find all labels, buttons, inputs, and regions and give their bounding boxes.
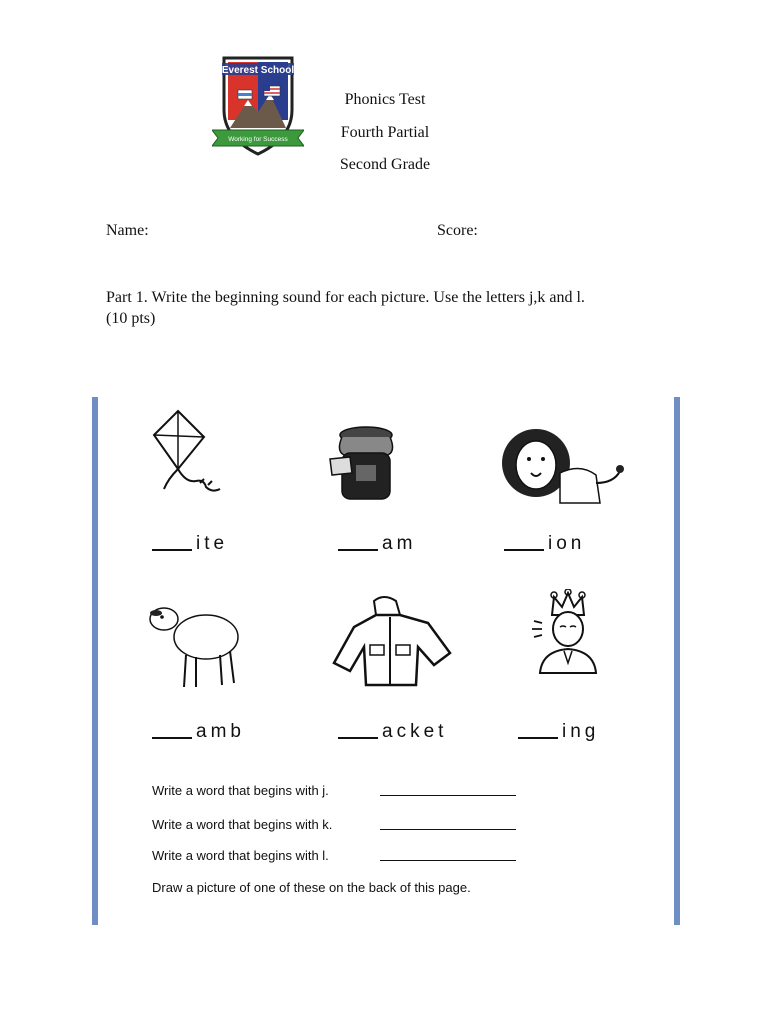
jacket-icon [330,593,454,689]
school-crest-logo [212,50,304,158]
word-ending: ing [562,721,600,742]
lamb-icon [146,593,246,693]
king-icon [530,589,606,675]
blank-line [518,737,558,739]
blank-line [338,549,378,551]
blank-line [504,549,544,551]
word-king [518,721,599,743]
prompt-k: Write a word that begins with k. [152,817,333,832]
word-ending: ite [196,533,229,554]
word-ending: ion [548,533,586,554]
kite-icon [148,407,228,497]
worksheet-box [92,397,680,925]
word-ending: am [382,533,417,554]
prompt-j: Write a word that begins with j. [152,783,329,798]
word-kite [152,533,228,555]
word-ending: acket [382,721,448,742]
answer-line-l[interactable] [380,860,516,861]
prompt-draw: Draw a picture of one of these on the back of this page. [152,880,471,895]
word-ending: amb [196,721,245,742]
score-label: Score: [437,222,478,239]
blank-line [152,737,192,739]
blank-line [152,549,192,551]
word-jam [338,533,416,555]
logo-motto: Working for Success [228,136,288,143]
prompt-l: Write a word that begins with l. [152,848,329,863]
title-line-1: Phonics Test [344,91,426,108]
answer-line-j[interactable] [380,795,516,796]
blank-line [338,737,378,739]
word-lion [504,533,585,555]
lion-icon [500,423,626,509]
word-lamb [152,721,245,743]
name-label: Name: [106,222,149,239]
logo-text: Everest School [221,65,295,76]
title-line-2: Fourth Partial [340,124,430,141]
part1-points: (10 pts) [106,310,156,327]
part1-instructions [106,287,666,329]
answer-line-k[interactable] [380,829,516,830]
part1-text: Part 1. Write the beginning sound for each picture. Use the letters j,k and l. [106,289,585,306]
jam-jar-icon [324,423,404,505]
word-jacket [338,721,447,743]
title-line-3: Second Grade [339,156,431,173]
